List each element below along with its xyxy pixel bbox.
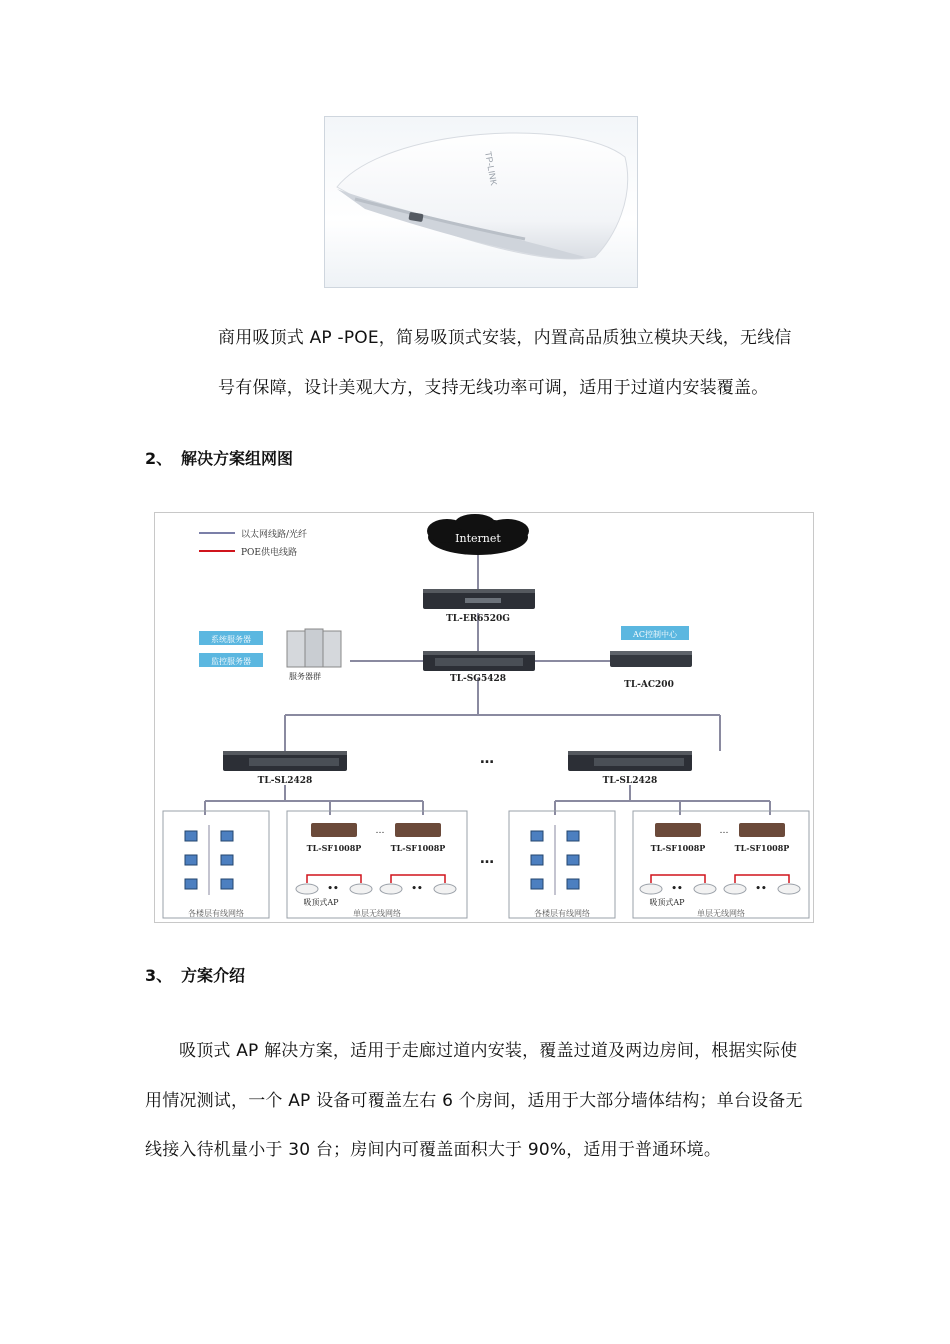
ac-controller-label: TL-AC200: [624, 680, 674, 690]
poe-switch-2-label: TL-SF1008P: [390, 843, 446, 853]
poe-dots-left: …: [375, 826, 385, 836]
router-device: [423, 589, 535, 609]
branch-ellipsis-bottom: …: [480, 851, 494, 867]
wired-floor-right-label: 各楼层有线网络: [534, 909, 590, 918]
poe-switch-1-label: TL-SF1008P: [306, 843, 362, 853]
poe-dots-right: …: [719, 826, 729, 836]
legend-poe-label: POE供电线路: [241, 548, 298, 558]
legend-ethernet-label: 以太网线路/光纤: [241, 530, 308, 540]
section-3-title: 方案介绍: [181, 966, 246, 985]
brand-logo-text: TP-LINK: [483, 150, 499, 187]
intro-line-2: 用情况测试，一个 AP 设备可覆盖左右 6 个房间，适用于大部分墙体结构；单台设备无: [145, 1091, 803, 1111]
intro-line-3: 线接入待机量小于 30 台；房间内可覆盖面积大于 90%，适用于普通环境。: [145, 1140, 722, 1160]
ac-controller-tag-label: AC控制中心: [633, 630, 677, 639]
server-tag-monitor-label: 监控服务器: [211, 657, 251, 666]
intro-line-1: 吸顶式 AP 解决方案，适用于走廊过道内安装，覆盖过道及两边房间，根据实际使: [179, 1041, 798, 1061]
server-tag-system-label: 系统服务器: [211, 635, 251, 644]
server-group-icon: [287, 629, 341, 667]
ceiling-ap-image: [325, 117, 637, 287]
router-label: TL-ER6520G: [446, 614, 510, 624]
access-switch-right-label: TL-SL2428: [602, 776, 658, 786]
ap-dots-2: ••: [411, 884, 423, 894]
server-group-label: 服务器群: [289, 672, 321, 681]
wired-floor-left-box: [163, 811, 269, 918]
ap-dots-4: ••: [755, 884, 767, 894]
caption-line-1: 商用吸顶式 AP -POE，简易吸顶式安装，内置高品质独立模块天线，无线信: [218, 328, 792, 348]
section-2-number: 2、: [145, 449, 173, 468]
caption-line-2: 号有保障，设计美观大方，支持无线功率可调，适用于过道内安装覆盖。: [218, 378, 769, 398]
access-switch-right-device: [568, 751, 692, 771]
network-topology: [155, 513, 813, 922]
access-switch-left-label: TL-SL2428: [257, 776, 313, 786]
core-switch-device: [423, 651, 535, 671]
ap-label-left: 吸顶式AP: [303, 898, 339, 907]
ap-dots-1: ••: [327, 884, 339, 894]
section-2-title: 解决方案组网图: [181, 449, 294, 468]
section-3-number: 3、: [145, 966, 173, 985]
wireless-floor-right-label: 单层无线网络: [697, 909, 745, 918]
ac-controller-device: [610, 651, 692, 667]
ap-dots-3: ••: [671, 884, 683, 894]
wired-floor-left-label: 各楼层有线网络: [188, 909, 244, 918]
product-photo: [324, 116, 638, 288]
branch-ellipsis-top: …: [480, 751, 494, 767]
network-diagram: [154, 512, 814, 923]
wireless-floor-left-label: 单层无线网络: [353, 909, 401, 918]
poe-switch-4-label: TL-SF1008P: [734, 843, 790, 853]
access-switch-left-device: [223, 751, 347, 771]
wired-floor-right-box: [509, 811, 615, 918]
ap-icons: [296, 884, 800, 894]
internet-label: Internet: [455, 532, 501, 545]
core-switch-label: TL-SG5428: [450, 674, 506, 684]
ap-label-right: 吸顶式AP: [649, 898, 685, 907]
internet-cloud: [427, 514, 529, 555]
poe-lines: [307, 875, 789, 883]
poe-switch-3-label: TL-SF1008P: [650, 843, 706, 853]
